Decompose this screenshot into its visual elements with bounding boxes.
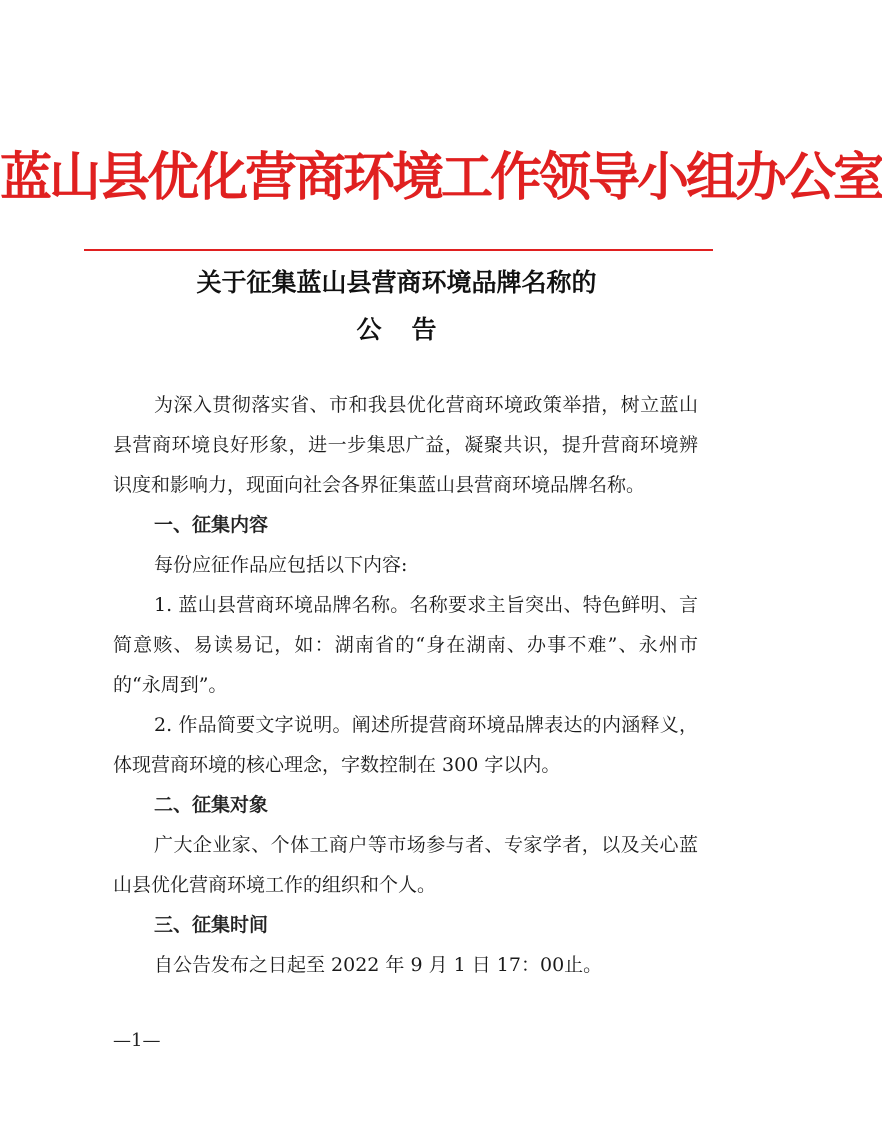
- section1-item1: 1. 蓝山县营商环境品牌名称。名称要求主旨突出、特色鲜明、言简意赅、易读易记，如：湖南省的“身在湖南、办事不难”、永州市的“永周到”。: [113, 594, 698, 696]
- section1-item2: 2. 作品简要文字说明。阐述所提营商环境品牌表达的内涵释义，体现营商环境的核心理念，字数控制在 300 字以内。: [113, 714, 698, 776]
- red-header-rule: [84, 249, 713, 251]
- issuing-office-title: 蓝山县优化营商环境工作领导小组办公室: [0, 147, 882, 208]
- section1-lead: 每份应征作品应包括以下内容:: [154, 554, 408, 576]
- section2-heading: 二、征集对象: [154, 794, 269, 816]
- document-body: [113, 385, 698, 985]
- section1-heading: 一、征集内容: [154, 514, 269, 536]
- section3-text: 自公告发布之日起至 2022 年 9 月 1 日 17：00止。: [154, 954, 603, 976]
- section3-heading: 三、征集时间: [154, 914, 269, 936]
- intro-paragraph: 为深入贯彻落实省、市和我县优化营商环境政策举措，树立蓝山县营商环境良好形象，进一步集思广益，凝聚共识，提升营商环境辨识度和影响力，现面向社会各界征集蓝山县营商环境品牌名称。: [113, 394, 698, 496]
- document-title-line2: 公告: [356, 315, 467, 344]
- document-title-line1: 关于征集蓝山县营商环境品牌名称的: [196, 268, 597, 297]
- section2-text: 广大企业家、个体工商户等市场参与者、专家学者，以及关心蓝山县优化营商环境工作的组织和个人。: [113, 834, 698, 896]
- page-number: —1—: [113, 1030, 161, 1051]
